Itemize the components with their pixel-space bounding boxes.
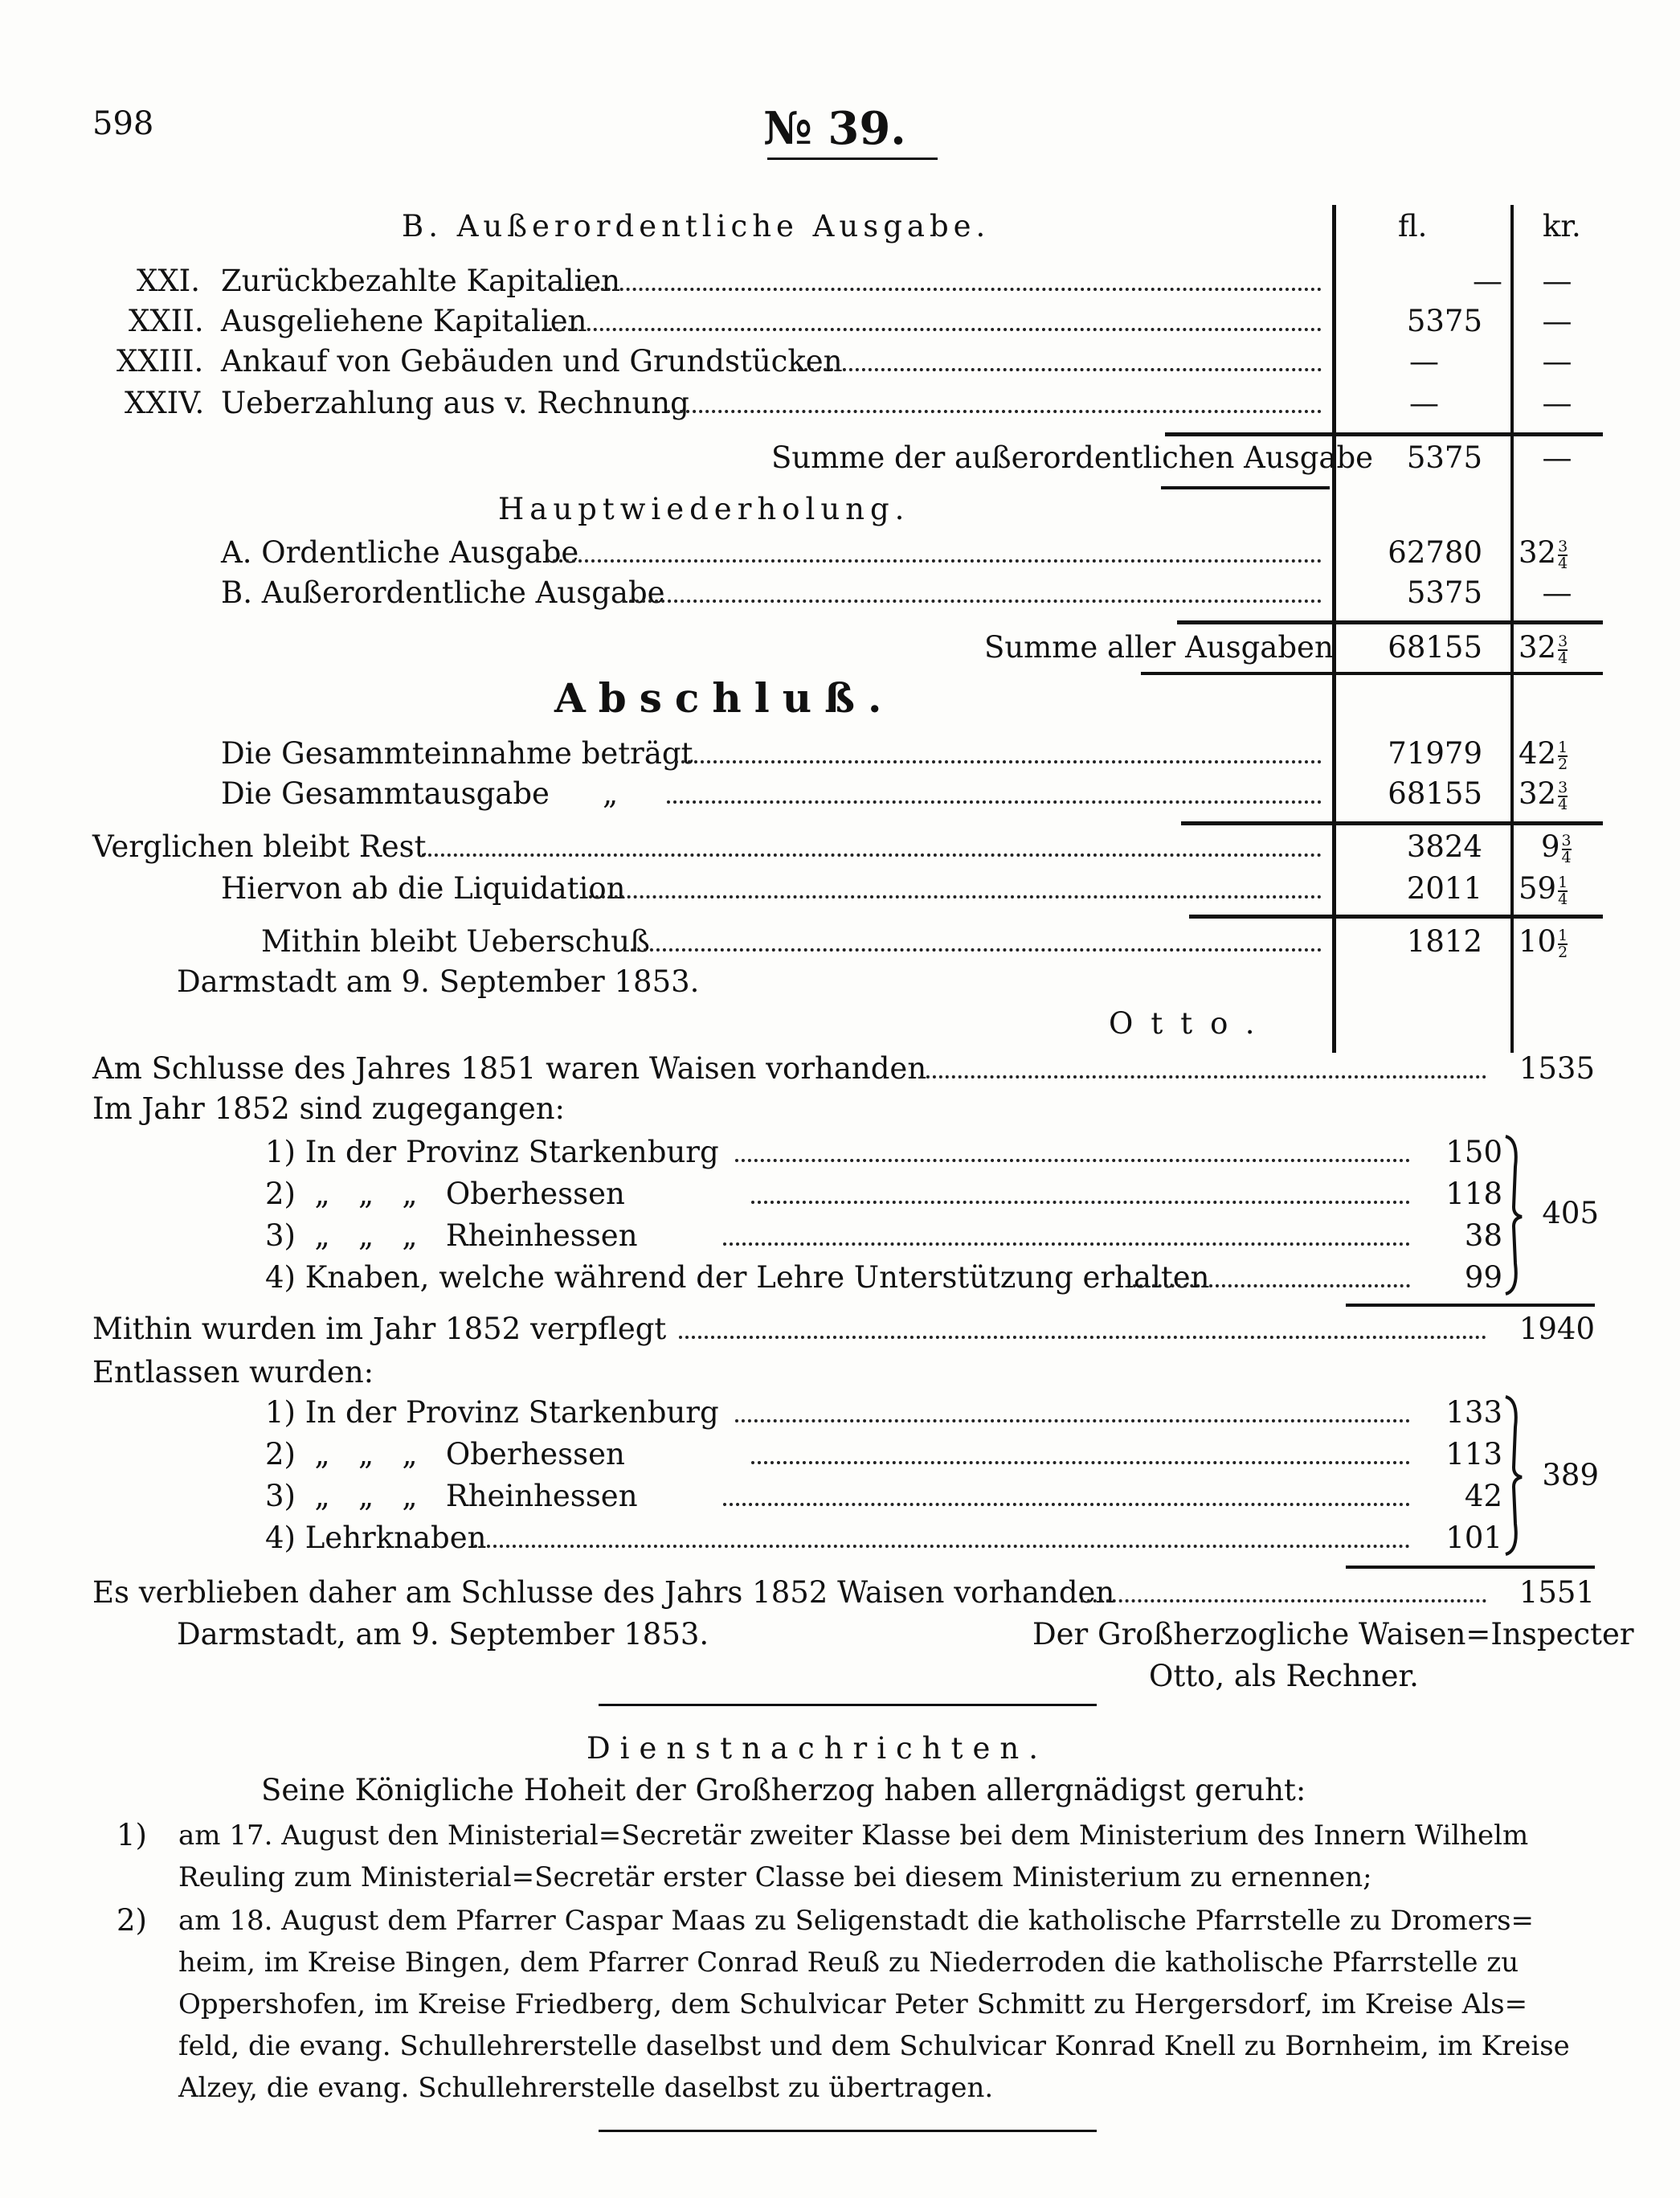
- sum-rule: [1177, 620, 1603, 624]
- closing-rest-label: Verglichen bleibt Rest: [92, 829, 427, 864]
- frac-den: 4: [1558, 649, 1568, 667]
- leader-dots: [1081, 1599, 1486, 1602]
- row-kr: —: [1542, 264, 1572, 298]
- closing-rest-kr: [1541, 828, 1572, 866]
- leader-dots: [562, 288, 1322, 291]
- orphans-dismissed-heading: Entlassen wurden:: [92, 1355, 374, 1390]
- kr-whole: 59: [1519, 871, 1557, 906]
- row-fl: —: [1409, 386, 1439, 420]
- leader-dots: [422, 853, 1322, 857]
- ditto-mark: „: [603, 776, 619, 811]
- row-fl: —: [1409, 344, 1439, 379]
- kr-whole: 10: [1519, 924, 1557, 959]
- fraction: [1558, 740, 1568, 772]
- leader-dots: [791, 368, 1322, 371]
- closing-income-kr: [1519, 735, 1568, 773]
- leader-dots: [751, 1201, 1410, 1204]
- frac-den: 4: [1558, 890, 1568, 908]
- closing-income-fl: 71979: [1388, 736, 1482, 771]
- row-fl: 5375: [1406, 304, 1482, 338]
- repeat-sum-label: Summe aller Ausgaben: [984, 630, 1334, 665]
- sum-rule: [1189, 915, 1603, 919]
- closing-place-date: Darmstadt am 9. September 1853.: [177, 964, 700, 999]
- repeat-a-fl: 62780: [1388, 535, 1482, 570]
- row-num: XXII.: [129, 304, 204, 338]
- sum-rule: [1165, 432, 1603, 436]
- leader-dots: [582, 895, 1322, 898]
- frac-num: 1: [1558, 873, 1568, 891]
- orphans-start-value: 1535: [1519, 1051, 1595, 1086]
- extra-sum-fl: 5375: [1406, 440, 1482, 475]
- frac-den: 4: [1558, 795, 1568, 813]
- frac-num: 1: [1558, 738, 1568, 756]
- col-kr-header: kr.: [1543, 209, 1581, 244]
- col-fl-header: fl.: [1398, 209, 1428, 244]
- kr-whole: 32: [1519, 776, 1557, 811]
- closing-expense-fl: 68155: [1388, 776, 1482, 811]
- orphans-remaining-value: 1551: [1519, 1575, 1595, 1610]
- sum-rule: [1346, 1566, 1595, 1569]
- repeat-sum-fl: 68155: [1388, 630, 1482, 665]
- dismissed-item-value: 133: [1445, 1395, 1502, 1430]
- fraction: [1558, 928, 1568, 960]
- closing-surplus-fl: 1812: [1406, 924, 1482, 959]
- orphans-start-label: Am Schlusse des Jahres 1851 waren Waisen vorhanden: [92, 1051, 927, 1086]
- closing-income-label: Die Gesammteinnahme beträgt: [221, 736, 693, 771]
- leader-dots: [542, 328, 1322, 331]
- service-item-line: Reuling zum Ministerial=Secretär erster Classe bei diesem Ministerium zu ernennen;: [178, 1861, 1372, 1893]
- leader-dots: [474, 1545, 1410, 1548]
- extra-sum-label: Summe der außerordentlichen Ausgabe: [771, 440, 1374, 475]
- repeat-title: Hauptwiederholung.: [498, 492, 910, 526]
- row-num: XXIII.: [116, 344, 204, 379]
- sum-rule: [1181, 821, 1603, 825]
- service-item-number: 1): [116, 1818, 147, 1852]
- fraction: [1558, 539, 1568, 571]
- added-total: 405: [1542, 1196, 1599, 1230]
- row-num: XXIV.: [125, 386, 205, 420]
- sum-underline: [1141, 672, 1603, 675]
- added-item-value: 99: [1464, 1260, 1502, 1295]
- kr-whole: 32: [1519, 535, 1557, 570]
- dismissed-item-label: 1) In der Provinz Starkenburg: [265, 1395, 719, 1430]
- dismissed-item-label: 3) „ „ „ Rheinhessen: [265, 1479, 638, 1513]
- row-label: Zurückbezahlte Kapitalien: [221, 264, 621, 298]
- repeat-sum-kr: [1519, 628, 1568, 667]
- closing-rest-fl: 3824: [1406, 829, 1482, 864]
- leader-dots: [751, 1461, 1410, 1464]
- frac-den: 2: [1558, 943, 1568, 961]
- page-number: 598: [92, 105, 154, 142]
- closing-liq-kr: [1519, 870, 1568, 908]
- leader-dots: [679, 1336, 1486, 1339]
- service-item-line: Alzey, die evang. Schullehrerstelle daselbst zu übertragen.: [178, 2072, 994, 2104]
- added-brace: [1501, 1135, 1525, 1295]
- extra-title: B. Außerordentliche Ausgabe.: [402, 209, 991, 244]
- issue-number: № 39.: [763, 102, 906, 155]
- issue-underline: [767, 158, 938, 160]
- leader-dots: [667, 410, 1322, 413]
- kr-whole: 42: [1519, 736, 1557, 771]
- added-item-label: 4) Knaben, welche während der Lehre Unterstützung erhalten: [265, 1260, 1210, 1295]
- leader-dots: [1133, 1284, 1410, 1287]
- repeat-b-fl: 5375: [1406, 575, 1482, 610]
- added-item-label: 1) In der Provinz Starkenburg: [265, 1135, 719, 1169]
- leader-dots: [723, 1242, 1410, 1246]
- closing-expense-kr: [1519, 775, 1568, 813]
- dismissed-item-value: 113: [1445, 1437, 1502, 1471]
- repeat-b-kr: —: [1542, 575, 1572, 610]
- leader-dots: [667, 800, 1322, 804]
- dismissed-brace: [1501, 1395, 1525, 1556]
- added-item-label: 2) „ „ „ Oberhessen: [265, 1177, 625, 1211]
- closing-signature: Otto.: [1109, 1006, 1273, 1041]
- leader-dots: [546, 559, 1322, 563]
- frac-num: 3: [1561, 831, 1572, 849]
- kr-whole: 9: [1541, 829, 1560, 864]
- sum-underline: [1161, 486, 1330, 489]
- leader-dots: [631, 948, 1322, 952]
- service-title: Dienstnachrichten.: [587, 1731, 1048, 1766]
- service-item-line: am 17. August den Ministerial=Secretär zweiter Klasse bei dem Ministerium des Innern Wilhelm: [178, 1819, 1529, 1852]
- row-label: Ueberzahlung aus v. Rechnung: [221, 386, 689, 420]
- closing-title: Abschluß.: [554, 674, 895, 722]
- added-item-value: 150: [1445, 1135, 1502, 1169]
- dismissed-total: 389: [1542, 1458, 1599, 1492]
- row-label: Ankauf von Gebäuden und Grundstücken: [221, 344, 843, 379]
- extra-sum-kr: —: [1542, 440, 1572, 475]
- row-kr: —: [1542, 344, 1572, 379]
- row-kr: —: [1542, 386, 1572, 420]
- kr-whole: 32: [1519, 630, 1557, 665]
- repeat-a-kr: [1519, 534, 1568, 572]
- row-fl: —: [1473, 264, 1502, 298]
- frac-num: 3: [1558, 537, 1568, 555]
- added-item-value: 118: [1445, 1177, 1502, 1211]
- orphans-cared-label: Mithin wurden im Jahr 1852 verpflegt: [92, 1312, 667, 1346]
- orphans-signer-title: Der Großherzogliche Waisen=Inspecter: [1032, 1617, 1634, 1652]
- dismissed-item-label: 2) „ „ „ Oberhessen: [265, 1437, 625, 1471]
- service-item-number: 2): [116, 1903, 147, 1938]
- row-kr: —: [1542, 304, 1572, 338]
- frac-num: 3: [1558, 632, 1568, 650]
- closing-liq-fl: 2011: [1406, 871, 1482, 906]
- leader-dots: [920, 1075, 1486, 1079]
- frac-den: 4: [1561, 848, 1572, 866]
- column-rule-right: [1510, 205, 1514, 1053]
- leader-dots: [735, 1159, 1410, 1162]
- frac-num: 3: [1558, 778, 1568, 796]
- sum-rule: [1346, 1304, 1595, 1307]
- orphans-place-date: Darmstadt, am 9. September 1853.: [177, 1617, 709, 1652]
- added-item-label: 3) „ „ „ Rheinhessen: [265, 1218, 638, 1253]
- orphans-cared-value: 1940: [1519, 1312, 1595, 1346]
- section-divider: [599, 2130, 1097, 2132]
- fraction: [1562, 833, 1572, 866]
- section-divider: [599, 1704, 1097, 1706]
- leader-dots: [675, 760, 1322, 763]
- frac-num: 1: [1558, 926, 1568, 944]
- service-item-line: Oppershofen, im Kreise Friedberg, dem Schulvicar Peter Schmitt zu Hergersdorf, im Kreise Als=: [178, 1988, 1528, 2020]
- fraction: [1558, 780, 1568, 812]
- dismissed-item-label: 4) Lehrknaben: [265, 1521, 487, 1555]
- closing-surplus-kr: [1519, 923, 1568, 961]
- repeat-b-label: B. Außerordentliche Ausgabe: [221, 575, 665, 610]
- frac-den: 4: [1558, 554, 1568, 572]
- added-item-value: 38: [1464, 1218, 1502, 1253]
- closing-liq-label: Hiervon ab die Liquidation: [221, 871, 626, 906]
- row-label: Ausgeliehene Kapitalien: [221, 304, 587, 338]
- service-item-line: am 18. August dem Pfarrer Caspar Maas zu Seligenstadt die katholische Pfarrstelle zu Dromers=: [178, 1905, 1535, 1937]
- row-num: XXI.: [137, 264, 201, 298]
- leader-dots: [723, 1503, 1410, 1506]
- orphans-added-heading: Im Jahr 1852 sind zugegangen:: [92, 1091, 566, 1126]
- dismissed-item-value: 101: [1445, 1521, 1502, 1555]
- closing-expense-label: Die Gesammtausgabe: [221, 776, 550, 811]
- orphans-remaining-label: Es verblieben daher am Schlusse des Jahrs 1852 Waisen vorhanden: [92, 1575, 1115, 1610]
- dismissed-item-value: 42: [1464, 1479, 1502, 1513]
- service-item-line: heim, im Kreise Bingen, dem Pfarrer Conrad Reuß zu Niederroden die katholische Pfarrstelle zu: [178, 1946, 1519, 1979]
- service-intro: Seine Königliche Hoheit der Großherzog haben allergnädigst geruht:: [261, 1773, 1306, 1807]
- fraction: [1558, 875, 1568, 907]
- closing-surplus-label: Mithin bleibt Ueberschuß: [261, 924, 650, 959]
- repeat-a-label: A. Ordentliche Ausgabe: [221, 535, 579, 570]
- leader-dots: [623, 600, 1322, 603]
- leader-dots: [735, 1419, 1410, 1422]
- service-item-line: feld, die evang. Schullehrerstelle daselbst und dem Schulvicar Konrad Knell zu Bornheim, im Kreise: [178, 2030, 1570, 2062]
- orphans-signer-name: Otto, als Rechner.: [1149, 1659, 1419, 1693]
- frac-den: 2: [1558, 755, 1568, 773]
- fraction: [1558, 634, 1568, 666]
